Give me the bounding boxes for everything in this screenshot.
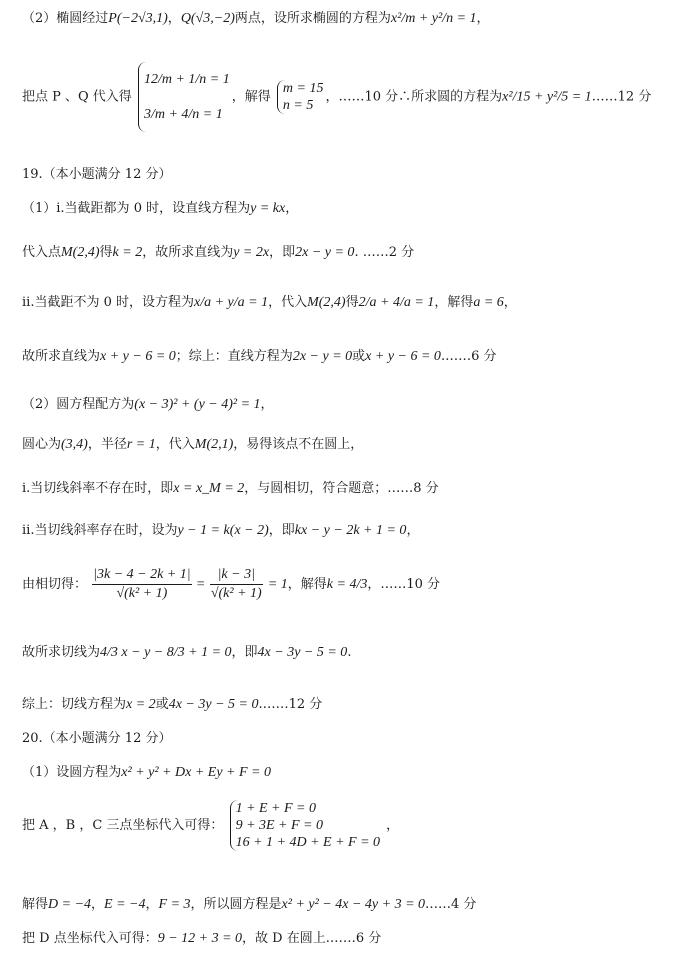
point-q: Q(√3,−2)	[180, 11, 235, 26]
equation: 2x − y = 0	[292, 349, 353, 364]
heading: 20.（本小题满分 12 分）	[22, 731, 172, 746]
text: 解得	[22, 897, 49, 912]
equation-system	[230, 800, 380, 851]
text: 故所求切线为	[22, 645, 101, 660]
equation: y − 1 = k(x − 2)	[177, 523, 269, 538]
text: 圆心为	[22, 437, 62, 452]
line-substitute-abc	[22, 800, 399, 851]
text: （1）ⅰ.当截距都为 0 时，设直线方程为	[22, 201, 251, 216]
text: ，故 D 在圆上.……6 分	[242, 931, 382, 946]
score: .……6 分	[440, 349, 497, 364]
text: 故所求直线为	[22, 349, 101, 364]
score: ……12 分	[591, 89, 652, 105]
score: .……12 分	[258, 697, 323, 712]
text: ，	[476, 11, 490, 26]
text: ，解得	[434, 295, 474, 310]
question-19-heading	[22, 166, 171, 184]
text: （1）设圆方程为	[22, 765, 122, 780]
line-circle-center	[22, 436, 363, 454]
text: ，	[406, 523, 420, 538]
equation: x = x_M = 2	[173, 481, 245, 496]
text: ，半径	[87, 437, 127, 452]
text: .	[347, 645, 352, 660]
text: ，易得该点不在圆上，	[233, 437, 364, 452]
system-eq-2: 9 + 3E + F = 0	[235, 818, 324, 833]
text: 把点 P 、Q 代入得	[22, 89, 132, 105]
line-tangent-condition: 由相切得： $\frac{|3k - 4 - 2k + 1|}{\text{√(k² + 1)}}$ = $\frac{|k - 3|}{\text{√(k² + 1)}}$ = 1，解得k = 4/3，……10 分	[22, 567, 441, 601]
text: ，	[285, 201, 299, 216]
equation: 2x − y = 0	[295, 245, 355, 260]
line-tangent-summary	[22, 696, 322, 714]
equation: x² + y² − 4x − 4y + 3 = 0	[281, 897, 426, 912]
equation: = 1	[267, 577, 288, 592]
equation: 4x − 3y − 5 = 0	[168, 697, 259, 712]
text: ，	[503, 295, 517, 310]
score: . ……2 分	[354, 245, 415, 260]
text: ，	[260, 397, 274, 412]
text: 两点，设所求椭圆的方程为	[234, 11, 391, 26]
d-value: D = −4	[48, 897, 92, 912]
text: ，解得	[231, 89, 271, 105]
denominator: √(k² + 1)	[116, 586, 168, 601]
line-ellipse-through-points	[22, 10, 490, 28]
text: 综上：切线方程为	[22, 697, 127, 712]
text: ，即	[231, 645, 258, 660]
text: ，……10 分∴所求圆的方程为	[325, 89, 503, 105]
text: 代入点	[22, 245, 62, 260]
system-eq-3: 16 + 1 + 4D + E + F = 0	[235, 835, 381, 850]
text: ，	[145, 897, 159, 912]
ellipse-equation: x²/m + y²/n = 1	[390, 11, 477, 26]
point-p: P(−2√3,1)	[108, 11, 168, 26]
text: ，与圆相切，符合题意；……8 分	[244, 481, 439, 496]
text: ，代入	[268, 295, 308, 310]
numerator: |k − 3|	[210, 566, 263, 585]
system-eq-1: 12/m + 1/n = 1	[143, 72, 230, 87]
equation: 4x − 3y − 5 = 0	[257, 645, 348, 660]
point-m: M(2,4)	[307, 295, 346, 310]
equation: x = 2	[126, 697, 156, 712]
line-substitute-d	[22, 930, 381, 948]
text: ，	[167, 11, 181, 26]
text: ，解得	[287, 577, 327, 592]
fraction	[92, 566, 191, 603]
text: ，故所求直线为	[142, 245, 234, 260]
text: 把 D 点坐标代入可得：	[22, 931, 158, 946]
equation: y = 2x	[233, 245, 270, 260]
text: ，	[91, 897, 105, 912]
equation: 2/a + 4/a = 1	[358, 295, 435, 310]
text: ，即	[269, 245, 296, 260]
line-substitute-points	[22, 62, 651, 132]
text: ，	[386, 818, 400, 833]
a-value: a = 6	[473, 295, 504, 310]
text: ⅰ.当切线斜率不存在时，即	[22, 481, 174, 496]
center: (3,4)	[61, 437, 88, 452]
point-m: M(2,4)	[61, 245, 100, 260]
line-slope-undefined	[22, 480, 439, 498]
heading: 19.（本小题满分 12 分）	[22, 167, 172, 182]
text: ，即	[268, 523, 295, 538]
text: ⅱ.当切线斜率存在时，设为	[22, 523, 178, 538]
equation: 9 − 12 + 3 = 0	[157, 931, 243, 946]
score: ……4 分	[425, 897, 477, 912]
text: 得	[345, 295, 359, 310]
text: 或	[352, 349, 366, 364]
text: ，所以圆方程是	[190, 897, 282, 912]
system-eq-1: 1 + E + F = 0	[235, 801, 317, 816]
text: ，代入	[155, 437, 195, 452]
line-lines-result	[22, 348, 496, 366]
radius: r = 1	[126, 437, 156, 452]
equation: kx − y − 2k + 1 = 0	[294, 523, 407, 538]
denominator: √(k² + 1)	[210, 586, 262, 601]
solution-m: m = 15	[282, 81, 324, 96]
text: （2）圆方程配方为	[22, 397, 135, 412]
solution-n: n = 5	[282, 98, 314, 113]
e-value: E = −4	[104, 897, 146, 912]
line-substitute-m	[22, 244, 414, 262]
equation: x/a + y/a = 1	[193, 295, 269, 310]
line-intercept-zero	[22, 200, 298, 218]
equation: (x − 3)² + (y − 4)² = 1	[134, 397, 261, 412]
text: 或	[155, 697, 169, 712]
text: ⅱ.当截距不为 0 时，设方程为	[22, 295, 194, 310]
line-slope-exists	[22, 522, 419, 540]
text: 得	[99, 245, 113, 260]
line-circle-completed	[22, 396, 274, 414]
equation: 4/3 x − y − 8/3 + 1 = 0	[100, 645, 232, 660]
score: ，……10 分	[367, 577, 441, 592]
k-value: k = 2	[112, 245, 143, 260]
equation: x + y − 6 = 0	[365, 349, 441, 364]
k-value: k = 4/3	[326, 577, 368, 592]
system-eq-2: 3/m + 4/n = 1	[143, 107, 223, 122]
text: ；综上：直线方程为	[175, 349, 293, 364]
line-tangent-result	[22, 644, 351, 662]
text: 把 A ，B ，C 三点坐标代入可得：	[22, 818, 224, 833]
question-20-heading	[22, 730, 171, 748]
numerator: |3k − 4 − 2k + 1|	[92, 566, 191, 585]
equation-system	[138, 62, 230, 132]
text: （2）椭圆经过	[22, 11, 109, 26]
line-intercept-nonzero	[22, 294, 517, 312]
equation: x² + y² + Dx + Ey + F = 0	[121, 765, 271, 780]
point-m: M(2,1)	[194, 437, 234, 452]
equation: y = kx	[250, 201, 286, 216]
line-solve-def	[22, 896, 476, 914]
equation: x + y − 6 = 0	[100, 349, 176, 364]
f-value: F = 3	[158, 897, 191, 912]
solution-system	[277, 80, 324, 114]
line-circle-general	[22, 764, 271, 782]
text: 由相切得：	[22, 577, 88, 592]
result-equation: x²/15 + y²/5 = 1	[502, 89, 592, 105]
fraction	[210, 566, 263, 603]
